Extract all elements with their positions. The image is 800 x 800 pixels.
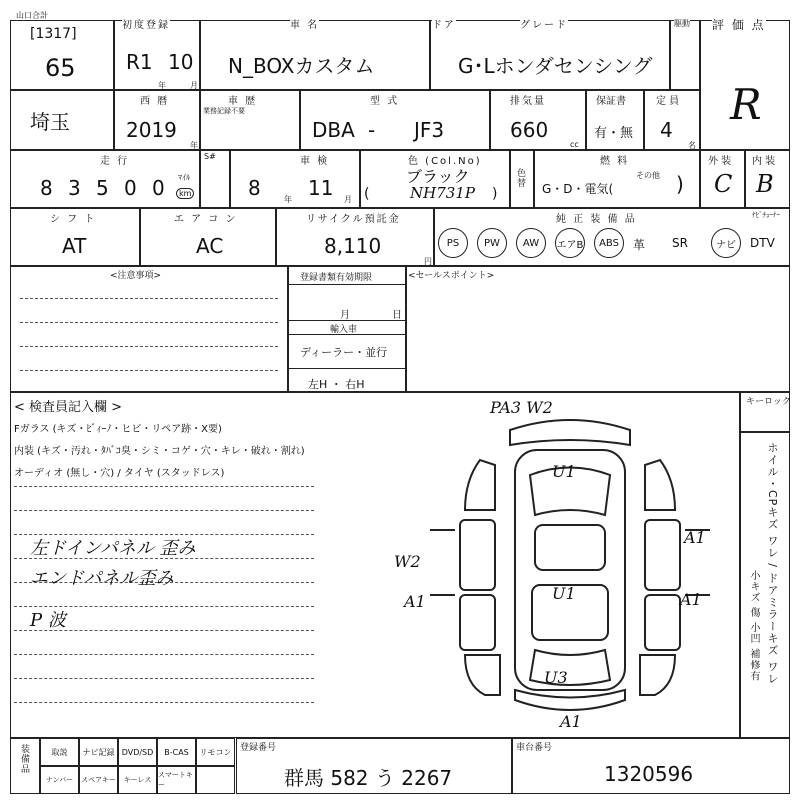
recycle-label: リサイクル預託金 [306, 214, 401, 225]
color-paren-close: ) [492, 186, 498, 202]
capacity-unit: 名 [688, 141, 696, 150]
handwritten-note-2: エンドパネル歪み [30, 568, 174, 589]
chassis-label: 車台番号 [516, 743, 553, 753]
year-label: 西 暦 [140, 96, 170, 107]
mark-u1-center: U1 [552, 584, 576, 603]
reg-month: 月 [340, 310, 350, 321]
inspection-label: 車 検 [300, 156, 330, 167]
footer-equip-label: 装備品 [19, 744, 29, 774]
grade: G･Lホンダセンシング [458, 54, 653, 78]
interior-label: 内 装 [752, 156, 776, 167]
model-dash: - [368, 118, 376, 142]
import-label: 輸入車 [330, 325, 358, 335]
footer-item-top [40, 738, 79, 766]
color-change-label: 色替 [515, 168, 525, 188]
reg-number: 群馬 582 う 2267 [284, 766, 453, 790]
footer-item-top [118, 738, 157, 766]
capacity-label: 定 員 [656, 96, 680, 107]
first-reg-month: 10 [168, 50, 194, 74]
exterior-label: 外 装 [708, 156, 732, 167]
warranty-value: 有・無 [594, 126, 634, 141]
year-unit-2: 年 [190, 141, 198, 150]
handwritten-note-1: 左ドインパネル 歪み [30, 538, 196, 559]
lot-code: [1317] [30, 26, 77, 42]
color-name: ブラック [406, 167, 470, 186]
footer-item-bottom [79, 766, 118, 794]
damage-legend-codes: 小キズ 傷 小凹 補修有 [748, 570, 759, 682]
reg-number-label: 登録番号 [240, 743, 277, 753]
footer-item-bottom [118, 766, 157, 794]
reg-deadline-label: 登録書類有効期限 [300, 273, 373, 283]
mark-w2-left: W2 [394, 552, 421, 571]
notes-cell [10, 266, 288, 392]
footer-item-label: スマートキー [158, 771, 193, 789]
equipment-item: SR [672, 236, 688, 250]
fuel-close: ) [676, 172, 684, 196]
color-label: 色 (Col.No) [408, 156, 482, 167]
footer-item-label: キーレス [123, 776, 152, 784]
history-note: 業務記録不要 [203, 107, 245, 115]
first-reg-label: 初度登録 [122, 16, 170, 31]
mileage-digit-1: 8 [40, 176, 53, 200]
shift-label: シ フ ト [50, 214, 97, 225]
reg-day: 日 [392, 310, 402, 321]
car-diagram [420, 400, 720, 730]
equipment-item: 革 [633, 238, 646, 252]
mileage-digit-4: 0 [124, 176, 137, 200]
grade-label: グレード [520, 16, 568, 31]
month-unit: 月 [190, 81, 198, 90]
footer-item-bottom-empty [196, 766, 235, 794]
year: 2019 [126, 118, 177, 142]
notes-label: <注意事項> [110, 271, 162, 281]
shift: AT [62, 234, 87, 258]
sales-points-cell [406, 266, 790, 392]
equipment-item: DTV [750, 236, 775, 250]
footer-item-top [196, 738, 235, 766]
gear-cell [670, 20, 700, 90]
interior-value: B [756, 170, 774, 198]
dealer-parallel: ディーラー・並行 [300, 346, 388, 359]
top-fragment: 山口合計 [16, 11, 48, 20]
aircon-label: エ ア コ ン [174, 214, 238, 225]
recycle-amount: 8,110 [324, 234, 382, 258]
keylock-label: キーロック [746, 397, 791, 407]
mark-u1-top: U1 [552, 462, 576, 481]
mark-a1-left: A1 [404, 592, 426, 611]
capacity: 4 [660, 118, 673, 142]
mileage-label: 走 行 [100, 156, 130, 167]
score-value: R [730, 80, 762, 129]
recycle-unit: 円 [424, 257, 432, 266]
equipment-item: PW [477, 228, 507, 258]
exterior-value: C [714, 170, 733, 198]
mark-a1-right: A1 [680, 590, 702, 609]
car-name: N_BOXカスタム [228, 54, 375, 78]
lot-number: 65 [45, 54, 76, 82]
displacement-unit: cc [570, 140, 579, 149]
door-label: ドア [432, 16, 456, 31]
model-prefix: DBA [312, 118, 355, 142]
first-reg-era: R1 [126, 50, 153, 74]
footer-item-label: 取説 [51, 747, 68, 757]
car-name-label: 車 名 [290, 16, 319, 31]
fuel-options: G・D・電気( [542, 182, 614, 196]
footer-item-top [79, 738, 118, 766]
region: 埼玉 [30, 110, 70, 134]
inspection-year: 8 [248, 176, 261, 200]
footer-item-label: B-CAS [164, 747, 189, 757]
score-label: 評 価 点 [712, 18, 766, 32]
inspection-year-unit: 年 [284, 195, 292, 204]
color-code: NH731P [410, 184, 475, 202]
mark-a1-bottom: A1 [560, 712, 582, 731]
footer-item-bottom [40, 766, 79, 794]
displacement: 660 [510, 118, 549, 142]
inspector-title: < 検査員記入欄 > [14, 400, 123, 415]
mark-a1-right-top: A1 [684, 528, 706, 547]
footer-item-label: ナビ記録 [82, 747, 115, 757]
equipment-item: AW [516, 228, 546, 258]
mileage-unit-km: km [176, 188, 194, 199]
gear-label: 駆動 [674, 19, 690, 28]
aircon: AC [196, 234, 224, 258]
inspector-audio: オーディオ (無し・穴) / タイヤ (スタッドレス) [14, 468, 225, 479]
inspection-month-unit: 月 [344, 195, 352, 204]
displacement-label: 排気量 [510, 96, 546, 107]
footer-item-label: DVD/SD [121, 747, 154, 757]
damage-legend: ホイル・CPキズ ワレ / ドアミラーキズ ワレ [766, 442, 779, 686]
chassis-number: 1320596 [604, 762, 694, 786]
mileage-digit-5: 0 [152, 176, 165, 200]
model-code: JF3 [414, 118, 445, 142]
footer-item-label: リモコン [199, 747, 232, 757]
equipment-item: エアB [555, 228, 585, 258]
warranty-label: 保証書 [596, 96, 626, 107]
model-label: 型 式 [370, 96, 400, 107]
color-paren-open: ( [364, 186, 370, 202]
sales-points-label: <セールスポイント> [408, 271, 495, 281]
mileage-digit-3: 5 [96, 176, 109, 200]
footer-item-label: ナンバー [45, 776, 74, 784]
year-unit: 年 [158, 81, 166, 90]
seq-label: S# [204, 152, 216, 161]
mileage-unit-mile: ﾏｲﾙ [178, 173, 190, 182]
mileage-digit-2: 3 [68, 176, 81, 200]
fuel-other: その他 [636, 171, 660, 180]
fuel-label: 燃 料 [600, 156, 630, 167]
equipment-item: ナビ [711, 228, 741, 258]
equipment-label: 純 正 装 備 品 [556, 214, 637, 225]
inspector-interior: 内装 (キズ・汚れ・ﾀﾊﾞｺ臭・シミ・コゲ・穴・キレ・破れ・割れ) [14, 446, 305, 457]
inspection-month: 11 [308, 176, 334, 200]
equipment-item: ABS [594, 228, 624, 258]
handwritten-note-3: P 波 [30, 610, 66, 631]
footer-item-label: スペアキー [81, 776, 116, 784]
footer-item-top [157, 738, 196, 766]
mark-pa3-w2: PA3 W2 [490, 398, 553, 417]
inspector-glass: Fガラス (キズ・ﾋﾞｨｰﾉ・ヒビ・リペア跡・X要) [14, 424, 222, 435]
equipment-item: PS [438, 228, 468, 258]
mark-u3: U3 [544, 668, 568, 687]
footer-item-bottom [157, 766, 196, 794]
history-label: 車 歴 [228, 96, 258, 107]
navi-tuner-label: ﾅﾋﾞﾁｭｰﾅｰ [752, 211, 780, 219]
handle-side: 左H ・ 右H [308, 378, 365, 391]
